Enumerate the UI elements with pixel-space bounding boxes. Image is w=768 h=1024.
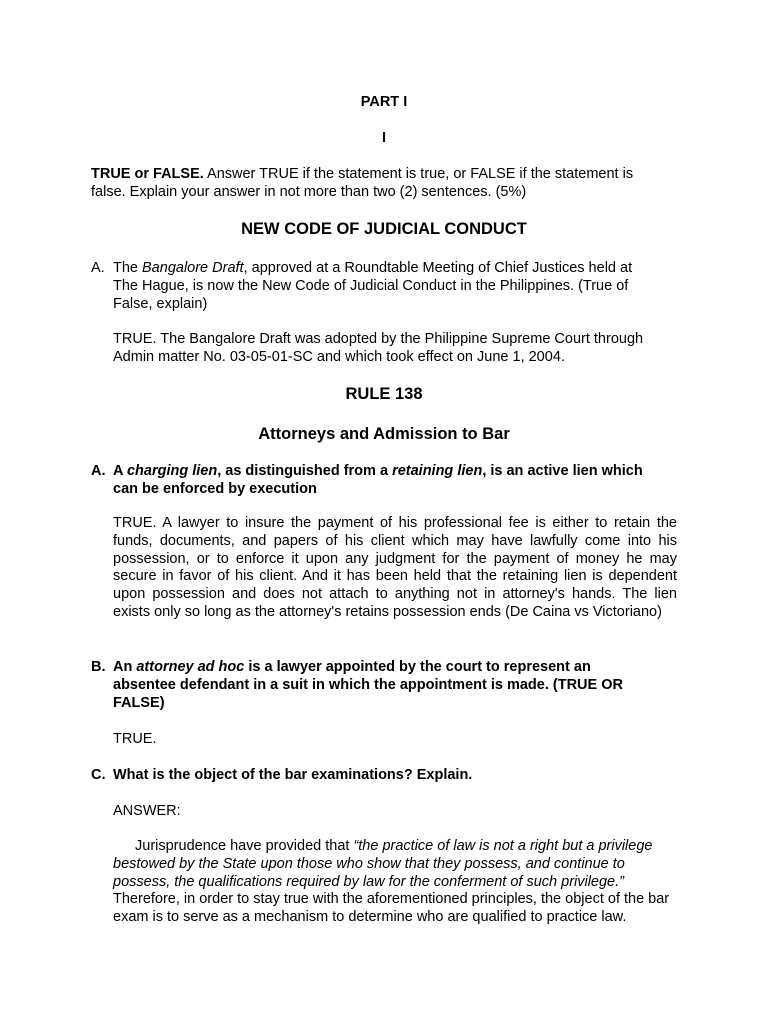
answer-quote: “the practice of law is not a right but a privilege bestowed by the State upon those who show that they possess, and continue to possess, the qualifications required by law for the conferment of such privilege.” <box>113 838 653 890</box>
question-line: What is the object of the bar examinations? Explain. <box>113 767 473 783</box>
question-line: FALSE) <box>113 695 165 711</box>
answer-paragraph: TRUE. A lawyer to insure the payment of his professional fee is either to retain the funds, documents, and papers of his client which may have lawfully come into his possession, or to enforce it upon any judgment for the payment of money he may secure in favor of his client. And it has been held that the retaining lien is dependent upon possession and does not attach to anything not in attorney's hands. The lien exists only so long as the attorney's retains possession ends (De Caina vs Victoriano) <box>113 515 677 620</box>
question-text: is a lawyer appointed by the court to represent an <box>244 659 591 675</box>
question-italic-term: charging lien <box>126 463 218 479</box>
question-italic-term: attorney ad hoc <box>136 659 245 675</box>
question-text: , as distinguished from a <box>217 463 393 479</box>
question-line <box>113 658 591 676</box>
part-roman-numeral: I <box>381 130 387 146</box>
item-letter: B. <box>91 659 106 675</box>
question-text: , is an active lien which <box>482 463 643 479</box>
answer-text: Jurisprudence have provided that <box>135 838 354 854</box>
question-line <box>113 462 643 480</box>
answer-text: Therefore, in order to stay true with the aforementioned principles, the object of the bar exam is to serve as a mechanism to determine who are qualified to practice law. <box>113 891 670 926</box>
answer-line: TRUE. <box>113 731 157 747</box>
part-title: PART I <box>360 94 408 110</box>
answer-line: Admin matter No. 03-05-01-SC and which took effect on June 1, 2004. <box>113 349 565 365</box>
answer-paragraph <box>113 838 683 927</box>
question-line: can be enforced by execution <box>113 481 317 497</box>
question-line: False, explain) <box>113 296 208 312</box>
instructions-text-1: Answer TRUE if the statement is true, or FALSE if the statement is <box>203 166 634 182</box>
answer-line: TRUE. The Bangalore Draft was adopted by the Philippine Supreme Court through <box>113 331 644 347</box>
question-text: An <box>113 659 137 675</box>
question-line <box>113 259 632 277</box>
item-letter: A. <box>91 463 106 479</box>
instructions-line-1 <box>91 165 633 183</box>
section-heading-rule-138: RULE 138 <box>345 385 423 403</box>
answer-label: ANSWER: <box>113 803 181 819</box>
item-letter: A. <box>91 260 105 276</box>
question-line: The Hague, is now the New Code of Judicial Conduct in the Philippines. (True of <box>113 278 629 294</box>
section-heading-judicial-conduct: NEW CODE OF JUDICIAL CONDUCT <box>241 220 527 238</box>
instructions-lead: TRUE or FALSE. <box>91 166 204 182</box>
question-italic-term: Bangalore Draft <box>142 260 244 276</box>
question-text: A <box>113 463 127 479</box>
instructions-line-2: false. Explain your answer in not more than two (2) sentences. (5%) <box>91 184 527 200</box>
question-italic-term: retaining lien <box>392 463 483 479</box>
question-text: The <box>113 260 143 276</box>
question-line: absentee defendant in a suit in which the appointment is made. (TRUE OR <box>113 677 623 693</box>
section-subheading-attorneys: Attorneys and Admission to Bar <box>258 425 510 443</box>
question-text: , approved at a Roundtable Meeting of Chief Justices held at <box>243 260 633 276</box>
item-letter: C. <box>91 767 106 783</box>
